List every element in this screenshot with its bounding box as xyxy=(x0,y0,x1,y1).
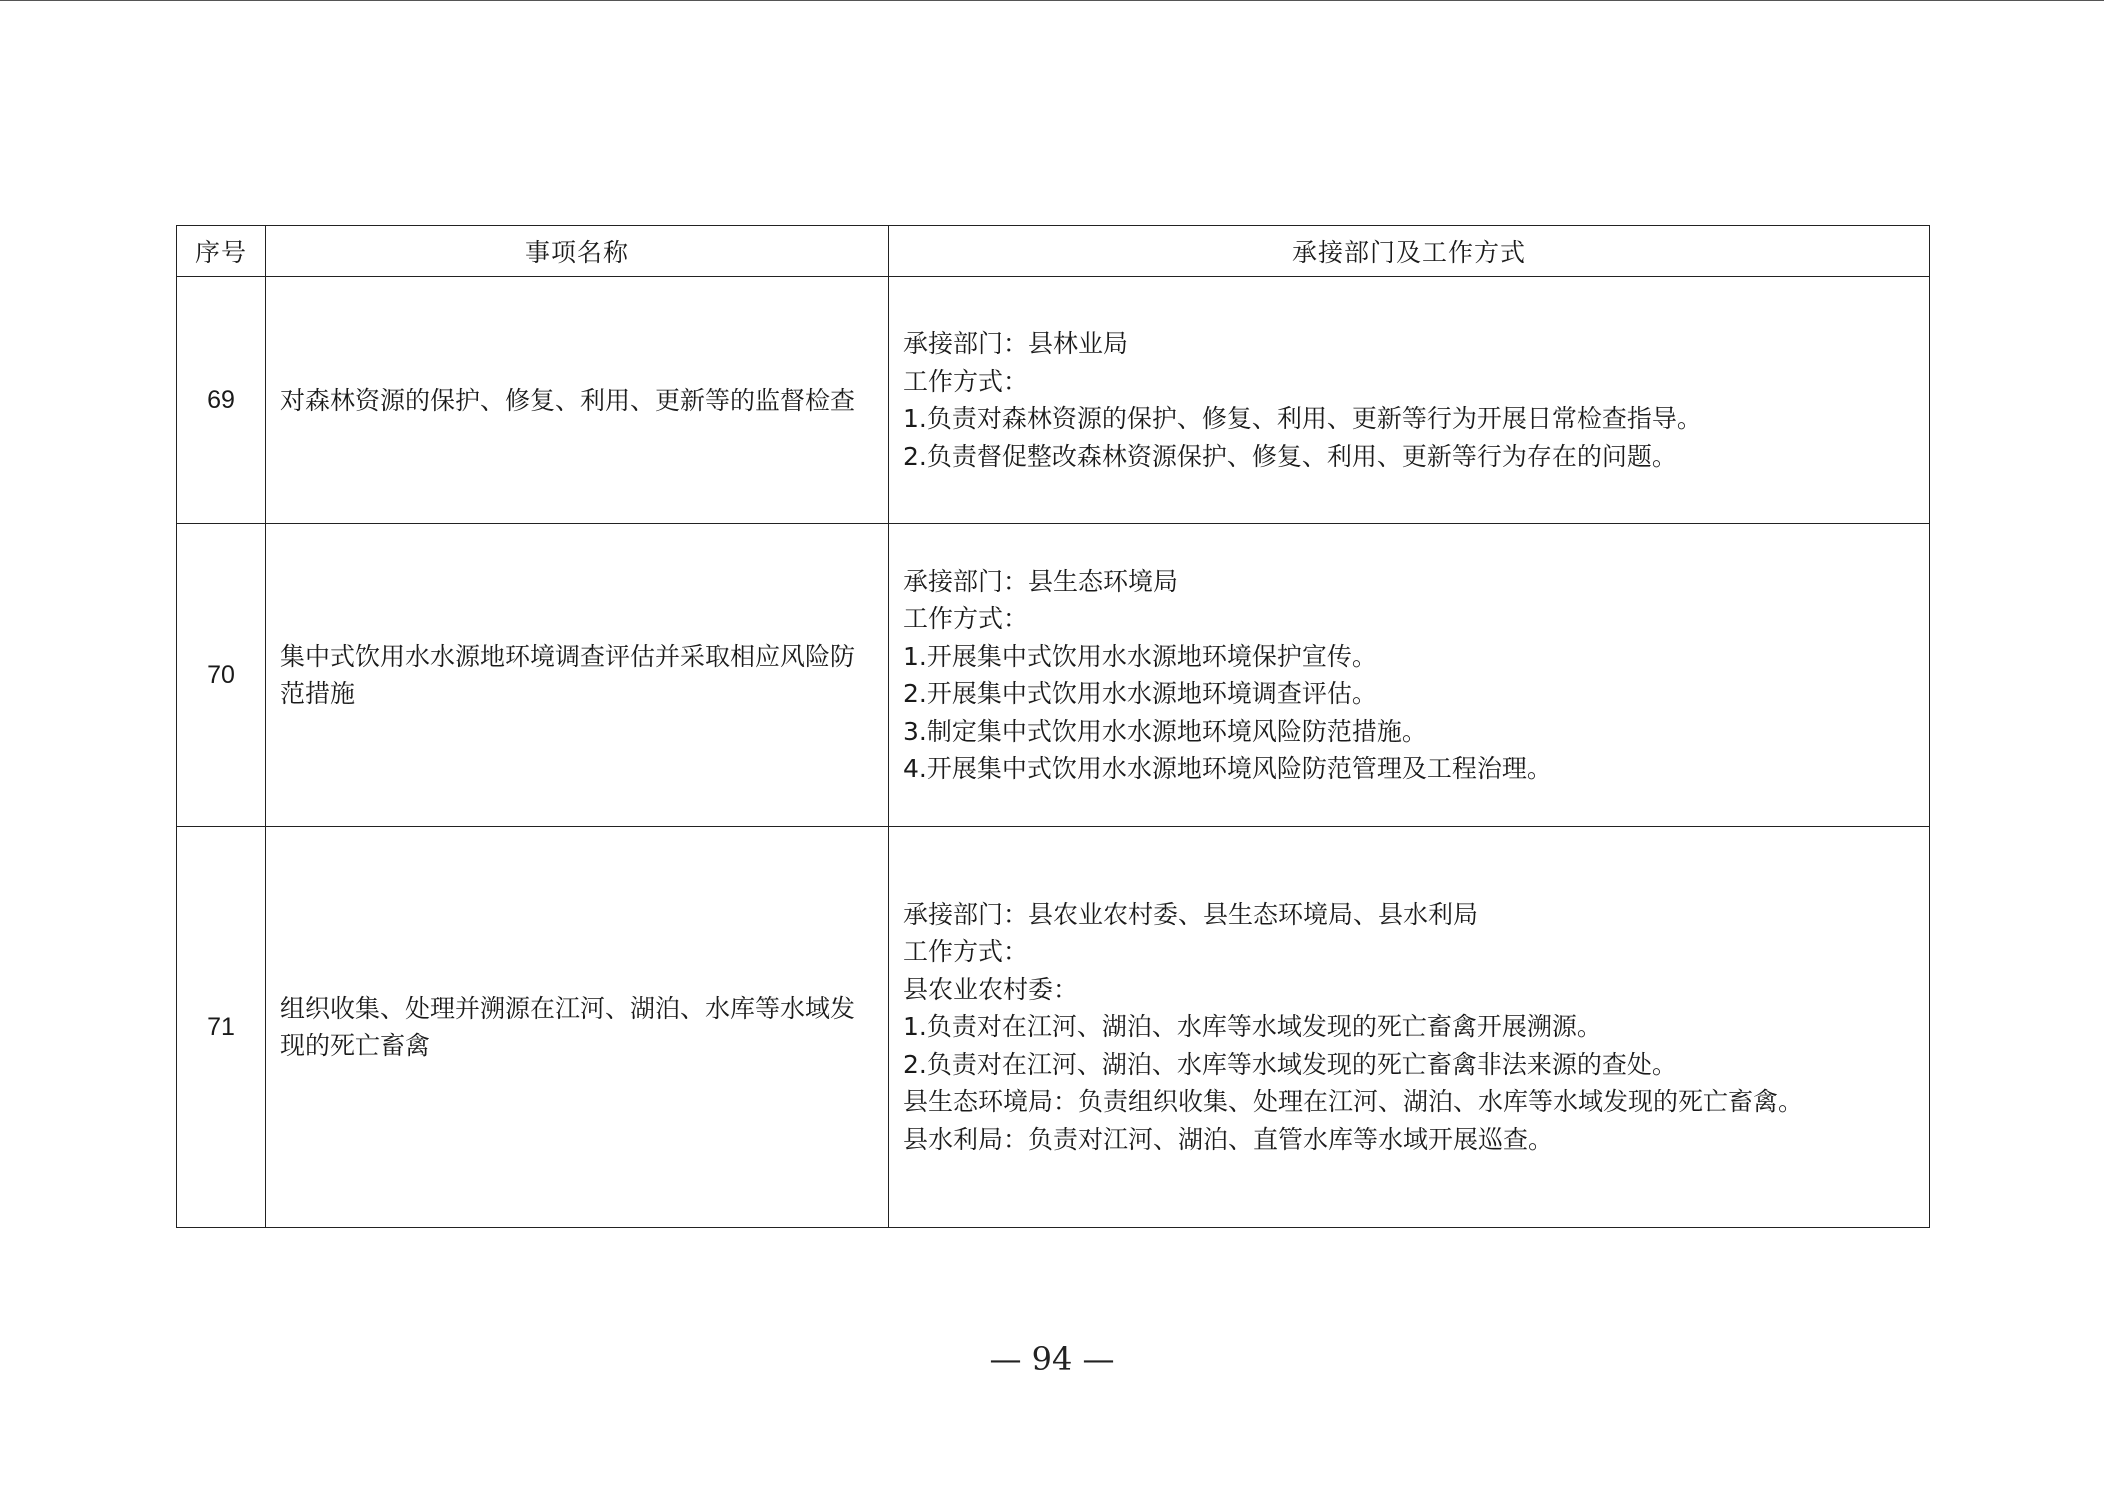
row-item-name: 对森林资源的保护、修复、利用、更新等的监督检查 xyxy=(266,277,889,524)
dept-line: 承接部门：县林业局 xyxy=(903,329,1129,358)
header-dept-method: 承接部门及工作方式 xyxy=(889,226,1930,277)
dept-line: 承接部门：县农业农村委、县生态环境局、县水利局 xyxy=(903,899,1479,929)
dept-line: 3.制定集中式饮用水水源地环境风险防范措施。 xyxy=(903,716,1427,746)
row-number: 69 xyxy=(177,277,266,524)
dept-line: 工作方式： xyxy=(903,366,1029,396)
row-dept-method xyxy=(889,277,1930,524)
dept-line: 4.开展集中式饮用水水源地环境风险防范管理及工程治理。 xyxy=(903,754,1552,783)
page-top-border xyxy=(0,0,2104,1)
dept-line: 2.开展集中式饮用水水源地环境调查评估。 xyxy=(903,679,1377,708)
dept-line: 工作方式： xyxy=(903,937,1029,967)
dept-line: 2.负责督促整改森林资源保护、修复、利用、更新等行为存在的问题。 xyxy=(903,441,1677,471)
row-dept-method xyxy=(889,827,1930,1228)
header-item-name: 事项名称 xyxy=(266,226,889,277)
dept-line: 1.负责对在江河、湖泊、水库等水域发现的死亡畜禽开展溯源。 xyxy=(903,1012,1602,1042)
table-row xyxy=(177,277,1930,524)
dept-line: 2.负责对在江河、湖泊、水库等水域发现的死亡畜禽非法来源的查处。 xyxy=(903,1049,1677,1079)
dept-line: 1.负责对森林资源的保护、修复、利用、更新等行为开展日常检查指导。 xyxy=(903,404,1702,433)
dept-line: 县水利局：负责对江河、湖泊、直管水库等水域开展巡查。 xyxy=(903,1124,1554,1154)
row-number: 70 xyxy=(177,524,266,827)
table-row xyxy=(177,524,1930,827)
row-item-name: 集中式饮用水水源地环境调查评估并采取相应风险防范措施 xyxy=(266,524,889,827)
table-header-row xyxy=(177,226,1930,277)
row-item-name: 组织收集、处理并溯源在江河、湖泊、水库等水域发现的死亡畜禽 xyxy=(266,827,889,1228)
header-number: 序号 xyxy=(177,226,266,277)
row-dept-method xyxy=(889,524,1930,827)
row-number: 71 xyxy=(177,827,266,1228)
items-table xyxy=(176,225,1930,1228)
dept-line: 承接部门：县生态环境局 xyxy=(903,566,1179,596)
dept-line: 工作方式： xyxy=(903,604,1029,633)
table-row xyxy=(177,827,1930,1228)
page-number: — 94 — xyxy=(989,1340,1115,1378)
dept-line: 1.开展集中式饮用水水源地环境保护宣传。 xyxy=(903,641,1377,671)
dept-line: 县农业农村委： xyxy=(903,974,1079,1004)
dept-line: 县生态环境局：负责组织收集、处理在江河、湖泊、水库等水域发现的死亡畜禽。 xyxy=(903,1087,1804,1117)
